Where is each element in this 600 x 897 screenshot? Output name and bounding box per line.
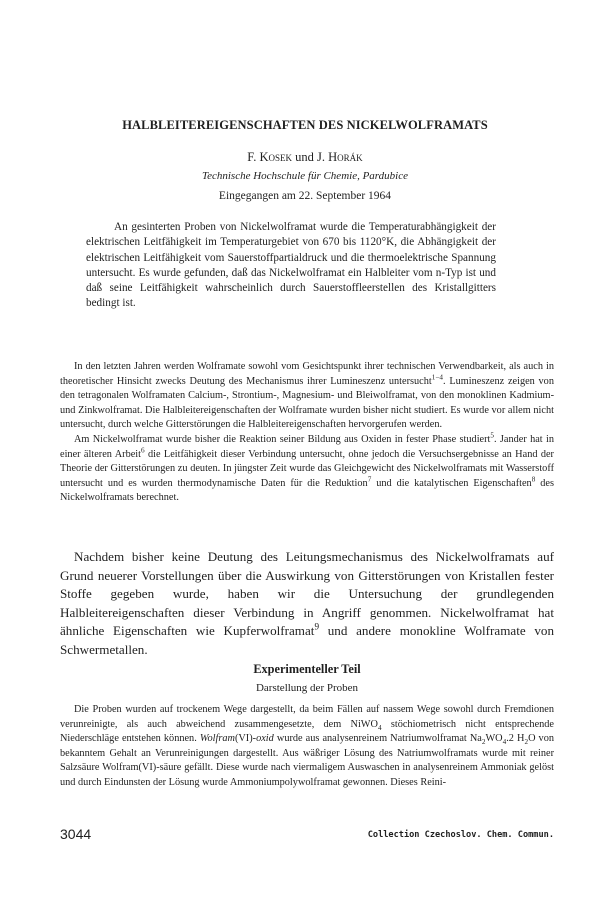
citation: 9 [314,622,320,633]
intro-text: des Nickelwolframats berechnet. [60,477,554,504]
italic-text: oxid [256,733,274,745]
subscript: 4 [377,723,382,732]
affiliation: Technische Hochschule für Chemie, Pardubice [201,170,408,182]
intro-paragraph-2 [60,433,554,506]
journal-name: Collection Czechoslov. Chem. Commun. [367,830,554,840]
intro-text: . Lumineszenz zeigen von den tetragonalen Wolframaten Calcium-, Strontium-, Magnesium- und Bleiwolframat, von den monoklinen Kadmium- und Zinkwolframat. Die Halbleitereigenschaften der Wolframate wurden bisher nicht studiert. Es wurde vor allem nicht untersucht, durch welche Gitterstörungen die Halbleitereigenschaften hervorgerufen werden. [60,375,554,431]
body-text: .2 H [506,733,525,745]
citation: 8 [531,475,536,484]
body-text: WO [485,733,503,745]
body-text: Nachdem bisher keine Deutung des Leitungsmechanismus des Nickelwolframats auf Grund neuerer Vorstellungen über die Auswirkung von Gitterstörungen von Kristallen fester Stoffe gegeben wurde, haben wir die Untersuchung der grundlegenden Halbleitereigenschaften dieser Verbindung in Angriff genommen. Nickelwolframat hat ähnliche Eigenschaften wie Kupferwolframat [60,549,554,639]
body-text: O von bekanntem Gehalt an Verunreinigungen dargestellt. Aus wäßriger Lösung des Natriumwolframats wurde mit reiner Salzsäure Wolfram(VI)-säure gefällt. Diese wurde nach viermaligem Auswaschen in analysenreinem Ammoniak gelöst und durch Eindunsten der Lösung wurde Ammoniumpolywolframat gewonnen. Dieses Reini- [60,733,555,788]
citation: 1−4 [431,373,444,382]
abstract: An gesinterten Proben von Nickelwolframat wurde die Temperaturabhängigkeit der elektrischen Leitfähigkeit im Temperaturgebiet von 670 bis 1120°K, die Abhängigkeit der elektrischen Leitfähigkeit vom Sauerstoffpartialdruck und die thermoelektrische Spannung untersucht. Es wurde gefunden, daß das Nickelwolframat ein Halbleiter vom n-Typ ist und daß seine Leitfähigkeit wahrscheinlich durch Sauerstoffleerstellen des Kristallgitters bedingt ist. [86,221,496,310]
author-1: F. Kosek [247,150,293,164]
citation: 5 [490,431,495,440]
body-text: stöchiometrisch nicht entsprechende Niederschläge entstehen können. [60,718,555,745]
subscript: 2 [481,738,486,747]
page-number: 3044 [60,826,92,842]
author-conjunction: und [295,150,314,164]
motivation-text [60,548,554,660]
author-line [60,150,550,165]
intro-text: die Leitfähigkeit dieser Verbindung untersucht, ohne jedoch die Versuchsergebnisse an Hand der Theorie der Gitterstörungen zu deuten. In jüngster Zeit wurde das Gleichgewicht des Nickelwolframats mit Wasserstoff untersucht und es wurden thermodynamische Daten für die Reduktion [60,448,554,489]
intro-text: In den letzten Jahren werden Wolframate sowohl vom Gesichtspunkt ihrer technischen Verwendbarkeit, als auch in theoretischer Hinsicht zwecks Deutung des Mechanismus ihrer Lumineszenz untersucht [60,361,554,387]
body-text: und andere monokline Wolframate von Schwermetallen. [60,623,554,657]
citation: 7 [367,475,372,484]
experimental-paragraph [60,703,554,791]
intro-text: Am Nickelwolframat wurde bisher die Reaktion seiner Bildung aus Oxiden in fester Phase studiert [74,433,491,445]
subsection-heading: Darstellung der Proben [255,682,359,694]
intro-text: . Jander hat in einer älteren Arbeit [60,433,554,460]
intro-paragraph-1 [60,360,554,433]
intro-text: und die katalytischen Eigenschaften [371,477,532,489]
received-date: Eingegangen am 22. September 1964 [218,190,392,202]
body-text: (VI)- [234,733,257,745]
experimental-text [60,703,554,791]
motivation-paragraph [60,548,554,660]
paper-title: HALBLEITEREIGENSCHAFTEN DES NICKELWOLFRAMATS [122,118,488,132]
author-2: J. Horák [317,150,363,164]
subscript: 4 [502,738,507,747]
body-text: wurde aus analysenreinem Natriumwolframat Na [273,733,482,745]
section-heading: Experimenteller Teil [253,662,361,676]
italic-text: Wolfram [199,733,235,745]
citation: 6 [141,446,145,455]
introduction [60,360,554,506]
body-text: Die Proben wurden auf trockenem Wege dargestellt, da beim Fällen auf nassem Wege sowohl durch Fremdionen verunreinigte, als auch abweichend zusammengesetzte, dem NiWO [60,704,554,730]
subscript: 2 [524,738,529,747]
